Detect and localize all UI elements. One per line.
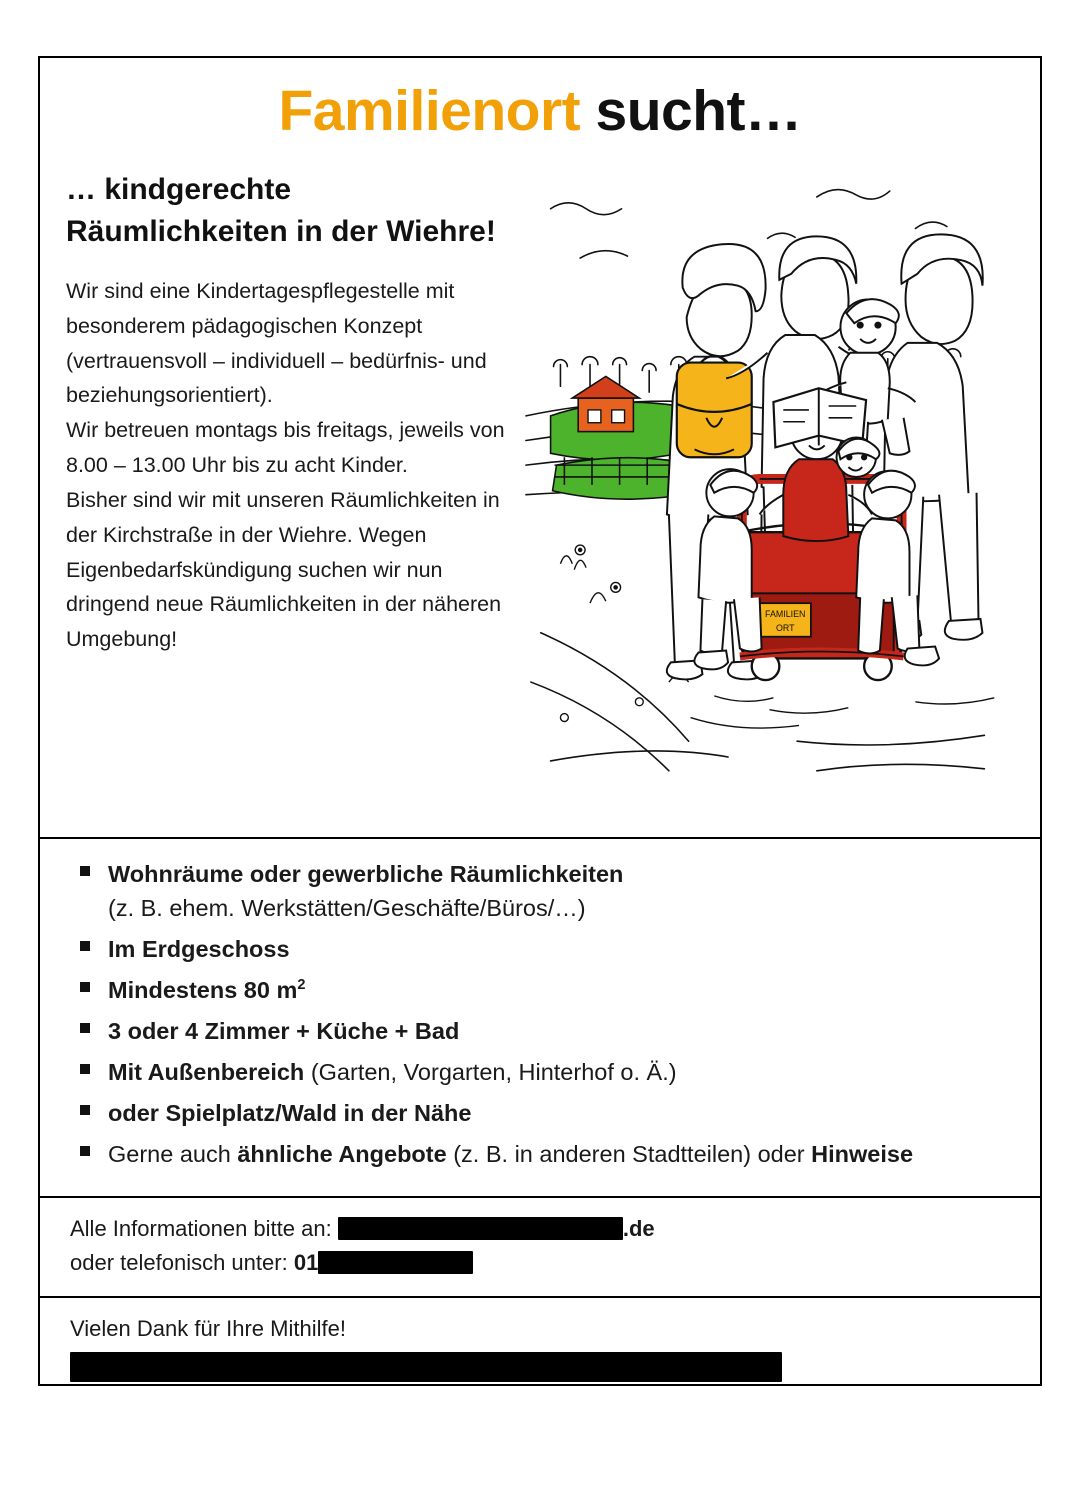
requirement-strong-7: ähnliche Angebote	[237, 1141, 447, 1168]
requirement-strong-6: oder Spielplatz/Wald in der Nähe	[108, 1100, 472, 1127]
requirement-pre-7: Gerne auch	[108, 1141, 238, 1168]
redacted-signature	[70, 1352, 782, 1382]
thanks-section	[40, 1298, 1040, 1391]
requirement-item-5	[74, 1055, 1010, 1089]
requirement-strong-4: 3 oder 4 Zimmer + Küche + Bad	[108, 1017, 460, 1044]
requirement-item-4	[74, 1014, 1010, 1048]
contact-section	[40, 1198, 1040, 1296]
contact-phone-row	[70, 1246, 1010, 1280]
requirement-item-3	[74, 973, 1010, 1007]
requirement-sub-1: (z. B. ehem. Werkstätten/Geschäfte/Büros/…)	[108, 894, 586, 921]
bullet-square-icon	[80, 941, 90, 951]
wagon-sign-line2: ORT	[775, 622, 795, 633]
intro-paragraph-2: Wir betreuen montags bis freitags, jeweils von 8.00 – 13.00 Uhr bis zu acht Kinder.	[66, 418, 505, 478]
wagon-sign-line1: FAMILIEN	[765, 608, 806, 619]
requirements-section	[40, 839, 1040, 1197]
requirement-strong-5: Mit Außenbereich	[108, 1059, 305, 1085]
requirement-item-2	[74, 932, 1010, 966]
bullet-square-icon	[80, 1023, 90, 1033]
requirements-list	[74, 857, 1010, 1172]
requirement-normal-7: (z. B. in anderen Stadtteilen) oder	[446, 1141, 812, 1168]
intro-text-column	[66, 157, 521, 829]
contact-phone-label: oder telefonisch unter:	[70, 1250, 288, 1276]
contact-email-row	[70, 1212, 1010, 1246]
title-block	[40, 58, 1040, 147]
title-accent: Familienort	[278, 79, 581, 143]
redacted-phone	[318, 1251, 473, 1274]
subtitle: … kindgerechte Räumlichkeiten in der Wiehre!	[66, 172, 496, 249]
requirement-strong-1: Wohnräume oder gewerbliche Räumlichkeiten	[108, 860, 624, 887]
requirement-item-1	[74, 857, 1010, 925]
requirement-strong-2: Im Erdgeschoss	[108, 935, 290, 962]
title-rest: sucht…	[580, 79, 802, 143]
page-title	[40, 80, 1040, 143]
thanks-text: Vielen Dank für Ihre Mithilfe!	[70, 1316, 346, 1342]
requirement-strong-3: Mindestens 80 m	[108, 976, 298, 1003]
family-walking-illustration	[521, 165, 1014, 785]
bullet-square-icon	[80, 1146, 90, 1156]
bullet-square-icon	[80, 982, 90, 992]
intro-body	[66, 274, 511, 657]
requirement-item-6	[74, 1096, 1010, 1130]
contact-email-suffix: .de	[622, 1216, 655, 1242]
contact-phone-prefix: 01	[293, 1250, 319, 1276]
intro-paragraph-3: Bisher sind wir mit unseren Räumlichkeiten in der Kirchstraße in der Wiehre. Wegen Eigenbedarfskündigung suchen wir nun dringend neue Räumlichkeiten in der näheren Umgebung!	[66, 487, 502, 652]
intro-section	[40, 147, 1040, 837]
illustration-column	[521, 157, 1014, 829]
requirement-normal-5: (Garten, Vorgarten, Hinterhof o. Ä.)	[304, 1059, 677, 1085]
contact-email-label: Alle Informationen bitte an:	[70, 1216, 332, 1242]
bullet-square-icon	[80, 1105, 90, 1115]
requirement-item-7	[74, 1137, 1010, 1171]
redacted-email	[338, 1217, 623, 1240]
poster	[38, 56, 1042, 1386]
intro-paragraph-1: Wir sind eine Kindertagespflegestelle mit besonderem pädagogischen Konzept (vertrauensvoll – individuell – bedürfnis- und beziehungsorientiert).	[66, 278, 487, 408]
requirement-sup-3: 2	[297, 977, 306, 994]
bullet-square-icon	[80, 866, 90, 876]
bullet-square-icon	[80, 1064, 90, 1074]
requirement-strong2-7: Hinweise	[811, 1141, 914, 1168]
